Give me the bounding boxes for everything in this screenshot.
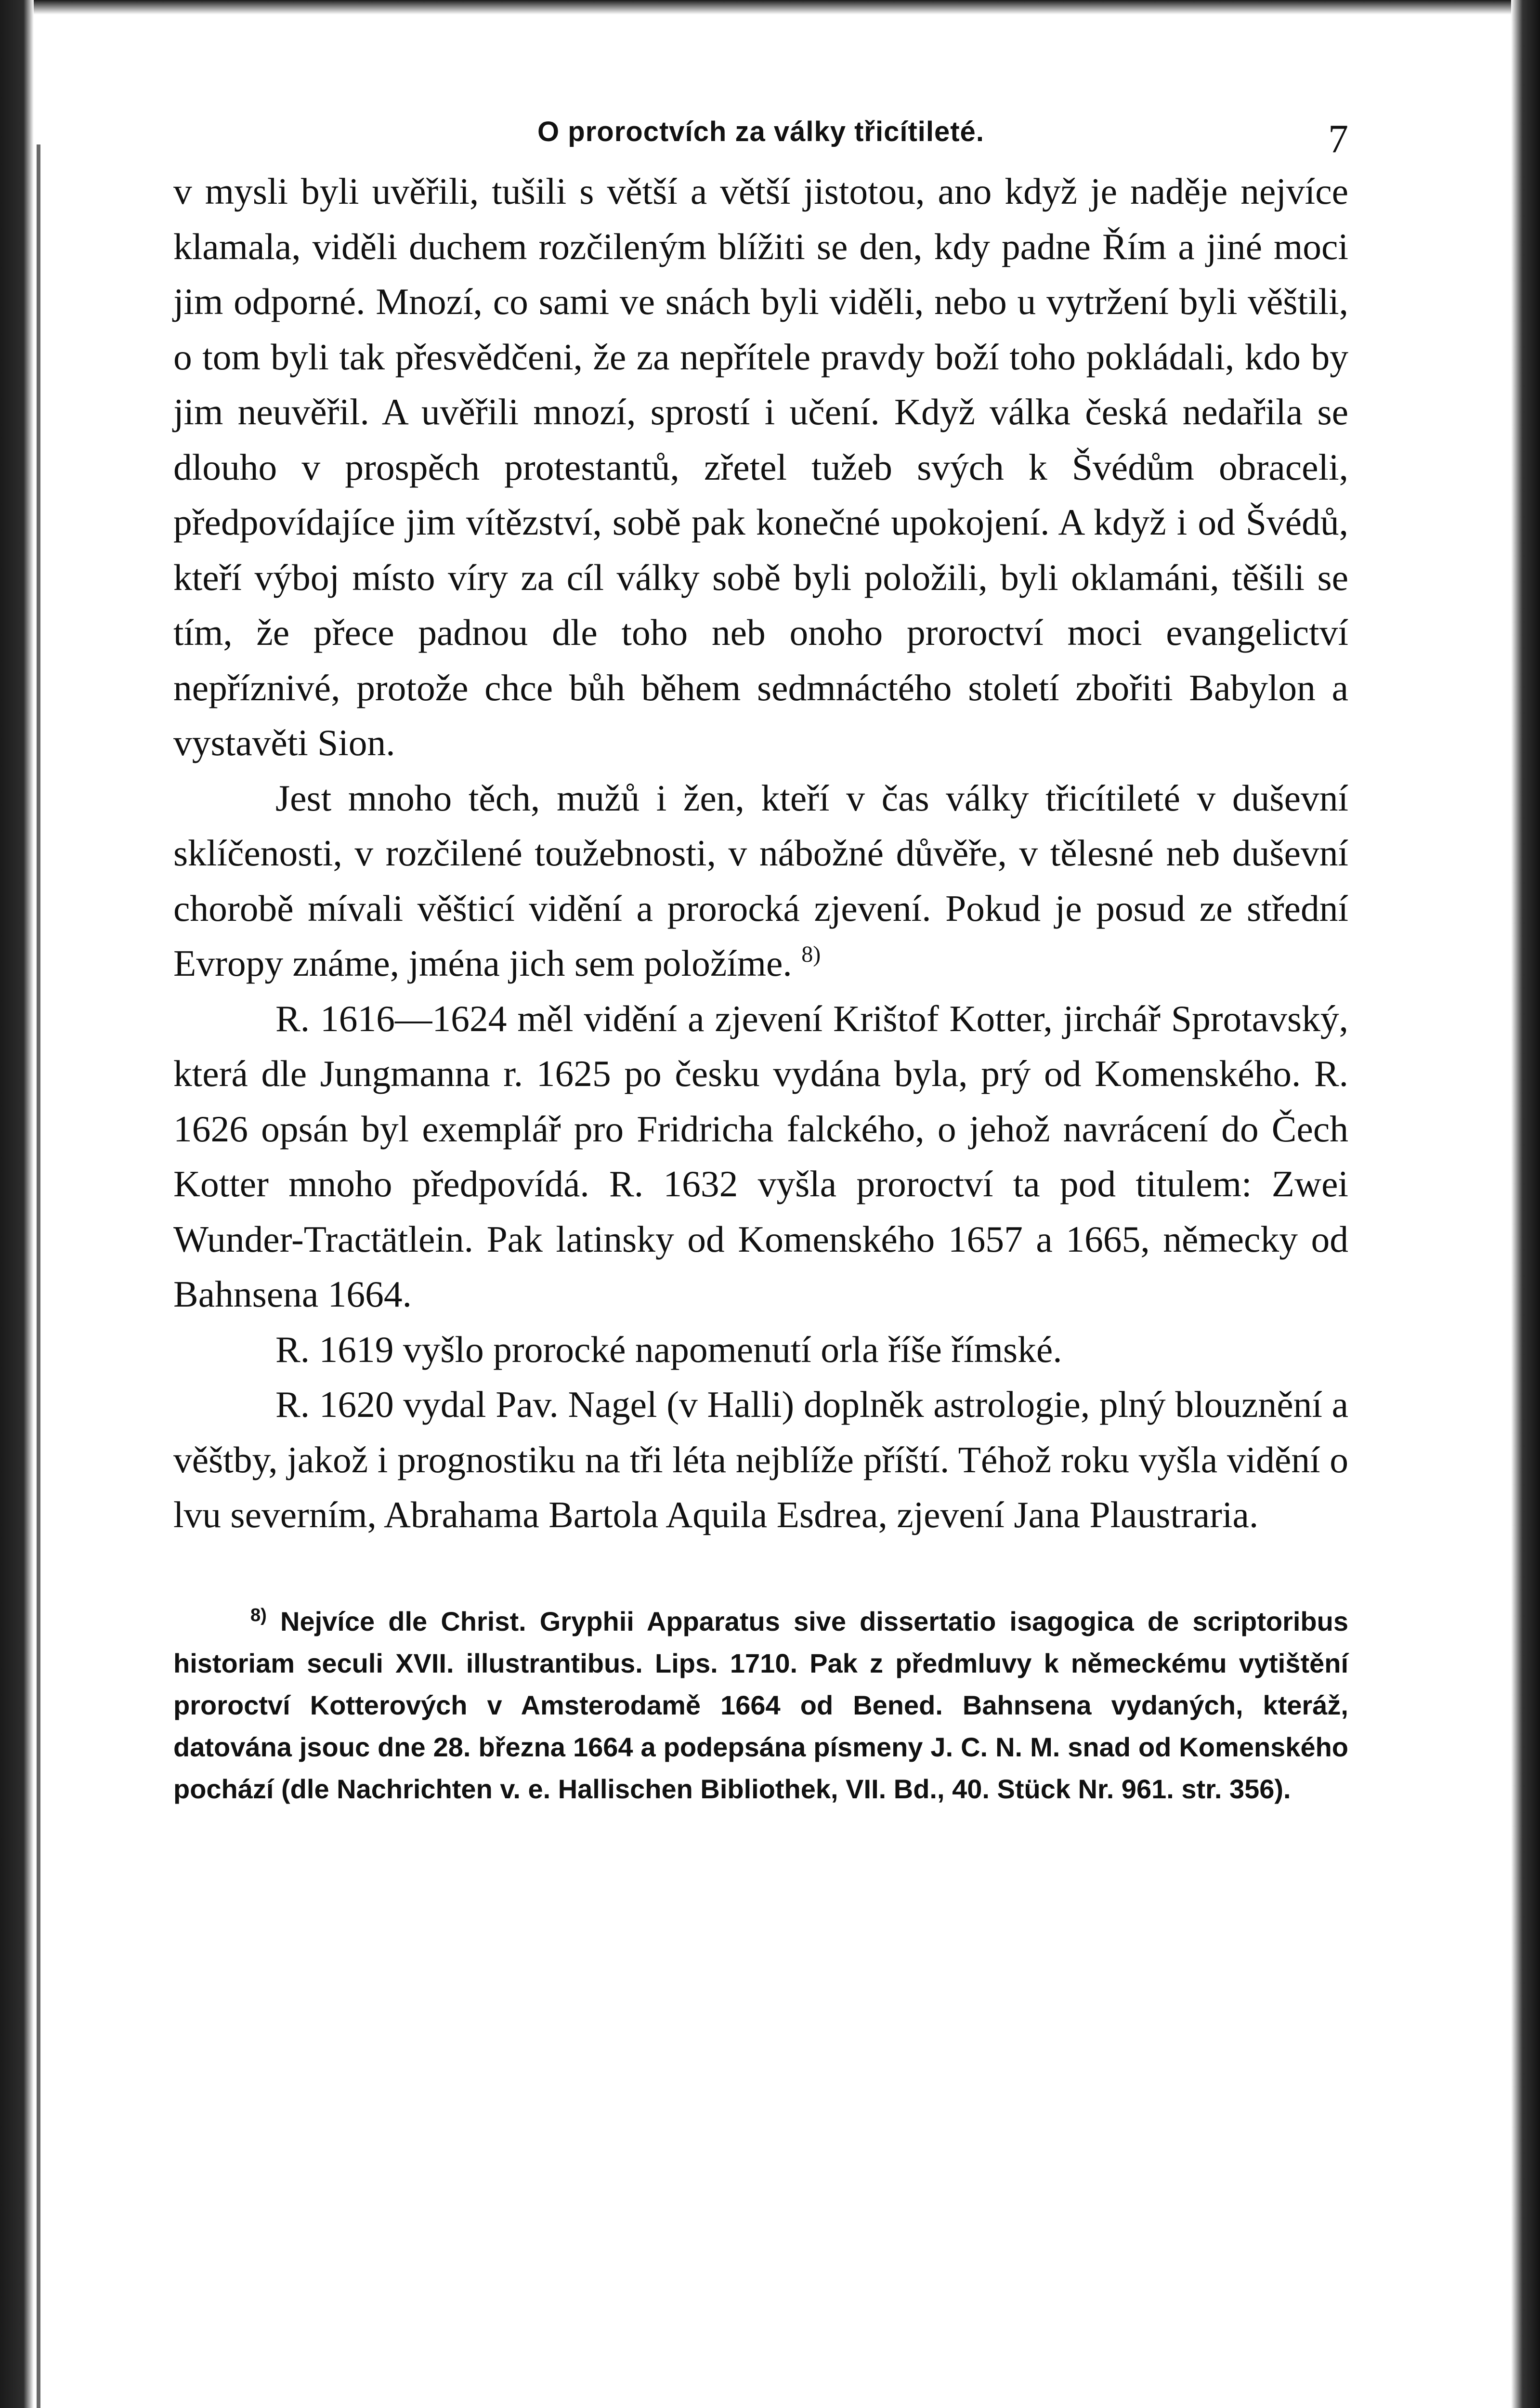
paragraph bbox=[173, 1377, 1348, 1543]
scan-top-edge bbox=[0, 0, 1540, 14]
footnote-reference: 8) bbox=[801, 942, 821, 968]
running-title: O proroctvích za války třicítileté. bbox=[537, 116, 984, 147]
paragraph bbox=[173, 771, 1348, 991]
footnote-mark: 8) bbox=[250, 1605, 267, 1626]
paragraph bbox=[173, 1322, 1348, 1377]
paragraph-continued bbox=[173, 164, 1348, 771]
page-header bbox=[173, 92, 1348, 164]
page-content bbox=[173, 92, 1348, 1810]
paragraph-text: R. 1620 vydal Pav. Nagel (v Halli) doplněk astrologie, plný blouznění a věštby, jakož i prognostiku na tři léta nejblíže příští. Téhož roku vyšla vidění o lvu severním, Abrahama Bartola Aquila Esdrea, zjevení Jana Plaustraria. bbox=[173, 1384, 1348, 1535]
page-number: 7 bbox=[1328, 117, 1348, 161]
paragraph-text: R. 1616—1624 měl vidění a zjevení Krištof Kotter, jirchář Sprotavský, která dle Jungmanna r. 1625 po česku vydána byla, prý od Komenského. R. 1626 opsán byl exemplář pro Fridricha falckého, o jehož navrácení do Čech Kotter mnoho předpovídá. R. 1632 vyšla proroctví ta pod titulem: Zwei Wunder-Tractätlein. Pak latinsky od Komenského 1657 a 1665, německy od Bahnsena 1664. bbox=[173, 997, 1348, 1315]
scan-right-edge bbox=[1511, 0, 1540, 2408]
main-text bbox=[173, 164, 1348, 1543]
footnote-text: Nejvíce dle Christ. Gryphii Apparatus sive dissertatio isagogica de scriptoribus historiam seculi XVII. illustrantibus. Lips. 1710. Pak z předmluvy k německému vytištění proroctví Kotterových v Amsterodamě 1664 od Bened. Bahnsena vydaných, kteráž, datována jsouc dne 28. března 1664 a podepsána písmeny J. C. N. M. snad od Komenského pochází (dle Nachrichten v. e. Hallischen Bibliothek, VII. Bd., 40. Stück Nr. 961. str. 356). bbox=[173, 1606, 1348, 1804]
page-fold-line bbox=[37, 144, 40, 2408]
footnote bbox=[173, 1600, 1348, 1810]
paragraph-text: Jest mnoho těch, mužů i žen, kteří v čas války třicítileté v duševní sklíčenosti, v rozčilené toužebnosti, v nábožné důvěře, v tělesné neb duševní chorobě mívali věšticí vidění a prorocká zjevení. Pokud je posud ze střední Evropy známe, jména jich sem položíme. bbox=[173, 777, 1348, 984]
paragraph bbox=[173, 991, 1348, 1322]
scan-left-edge bbox=[0, 0, 34, 2408]
paragraph-text: v mysli byli uvěřili, tušili s větší a větší jistotou, ano když je naděje nejvíce klamala, viděli duchem rozčileným blížiti se den, kdy padne Řím a jiné moci jim odporné. Mnozí, co sami ve snách byli viděli, nebo u vytržení byli věštili, o tom byli tak přesvědčeni, že za nepřítele pravdy boží toho pokládali, kdo by jim neuvěřil. A uvěřili mnozí, sprostí i učení. Když válka česká nedařila se dlouho v prospěch protestantů, zřetel tužeb svých k Švédům obraceli, předpovídajíce jim vítězství, sobě pak konečné upokojení. A když i od Švédů, kteří výboj místo víry za cíl války sobě byli položili, byli oklamáni, těšili se tím, že přece padnou dle toho neb onoho proroctví moci evangelictví nepříznivé, protože chce bůh během sedmnáctého století zbořiti Babylon a vystavěti Sion. bbox=[173, 170, 1348, 763]
paragraph-text: R. 1619 vyšlo prorocké napomenutí orla říše římské. bbox=[275, 1328, 1062, 1370]
